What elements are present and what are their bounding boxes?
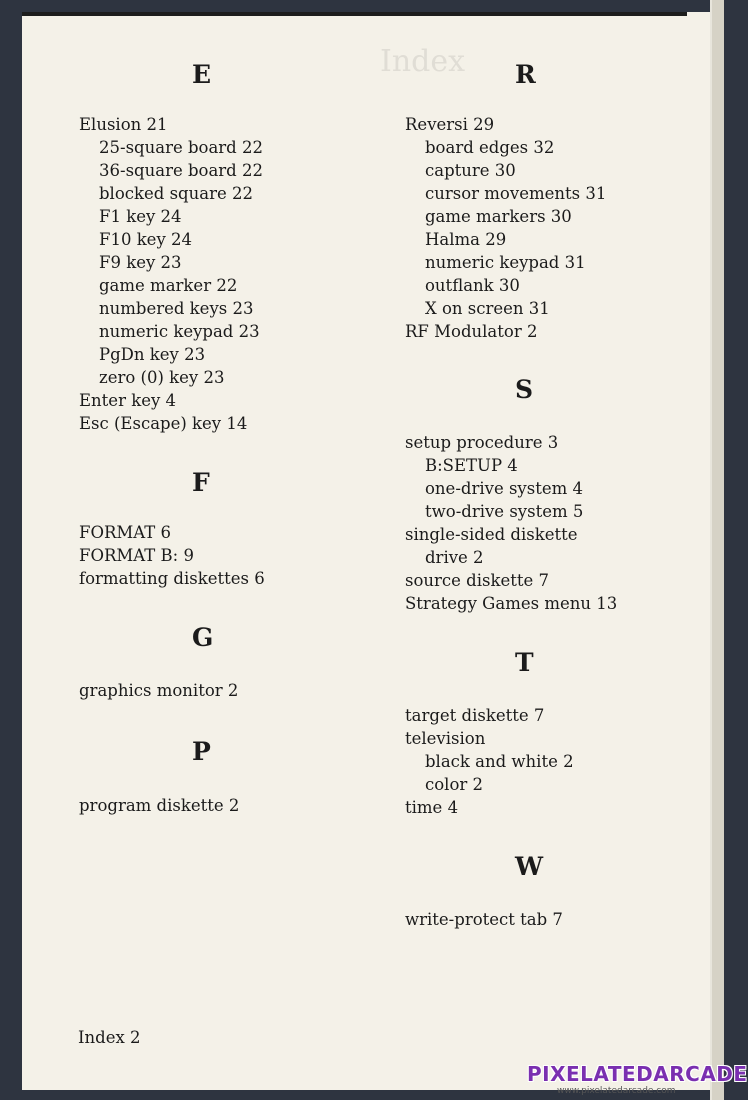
index-subentry: numbered keys 23: [99, 299, 254, 318]
index-subentry: two-drive system 5: [425, 502, 584, 521]
index-entry: source diskette 7: [405, 571, 550, 590]
index-entry: formatting diskettes 6: [79, 569, 265, 588]
bleed-through: Index: [380, 44, 466, 79]
index-subentry: B:SETUP 4: [425, 456, 518, 475]
section-heading: R: [515, 60, 536, 89]
index-entry: television: [405, 729, 486, 748]
page-footer: Index 2: [78, 1028, 141, 1047]
index-entry: target diskette 7: [405, 706, 545, 725]
section-heading: E: [192, 60, 212, 89]
index-entry: setup procedure 3: [405, 433, 559, 452]
index-entry: graphics monitor 2: [79, 681, 239, 700]
index-subentry: 36-square board 22: [99, 161, 263, 180]
section-heading: W: [515, 852, 544, 881]
index-subentry: outflank 30: [425, 276, 520, 295]
index-entry: Reversi 29: [405, 115, 495, 134]
index-entry: time 4: [405, 798, 459, 817]
index-subentry: numeric keypad 31: [425, 253, 586, 272]
index-subentry: black and white 2: [425, 752, 574, 771]
index-subentry: 25-square board 22: [99, 138, 263, 157]
index-entry: FORMAT B: 9: [79, 546, 194, 565]
index-entry: Elusion 21: [79, 115, 168, 134]
index-subentry: F1 key 24: [99, 207, 182, 226]
index-entry: RF Modulator 2: [405, 322, 538, 341]
index-subentry: Halma 29: [425, 230, 507, 249]
index-entry: Enter key 4: [79, 391, 177, 410]
index-subentry: F10 key 24: [99, 230, 193, 249]
index-subentry: numeric keypad 23: [99, 322, 260, 341]
section-heading: T: [515, 648, 534, 677]
section-heading: P: [192, 737, 211, 766]
index-subentry: zero (0) key 23: [99, 368, 225, 387]
index-subentry: cursor movements 31: [425, 184, 607, 203]
index-entry: program diskette 2: [79, 796, 240, 815]
index-subentry: drive 2: [425, 548, 484, 567]
watermark-url: www.pixelatedarcade.com: [557, 1086, 676, 1096]
index-subentry: PgDn key 23: [99, 345, 206, 364]
index-entry: FORMAT 6: [79, 523, 172, 542]
section-heading: F: [192, 468, 210, 497]
section-heading: S: [515, 375, 534, 404]
index-subentry: board edges 32: [425, 138, 555, 157]
index-entry: Strategy Games menu 13: [405, 594, 618, 613]
watermark-brand: PIXELATEDARCADE: [527, 1062, 748, 1086]
book-spine: [712, 0, 724, 1100]
index-entry: Esc (Escape) key 14: [79, 414, 248, 433]
index-subentry: blocked square 22: [99, 184, 253, 203]
index-subentry: game marker 22: [99, 276, 238, 295]
index-subentry: X on screen 31: [425, 299, 550, 318]
index-subentry: capture 30: [425, 161, 516, 180]
section-heading: G: [192, 623, 214, 652]
index-entry: write-protect tab 7: [405, 910, 563, 929]
top-rule: [22, 12, 687, 16]
index-subentry: game markers 30: [425, 207, 572, 226]
index-subentry: one-drive system 4: [425, 479, 583, 498]
index-subentry: F9 key 23: [99, 253, 182, 272]
index-subentry: color 2: [425, 775, 484, 794]
index-entry: single-sided diskette: [405, 525, 578, 544]
